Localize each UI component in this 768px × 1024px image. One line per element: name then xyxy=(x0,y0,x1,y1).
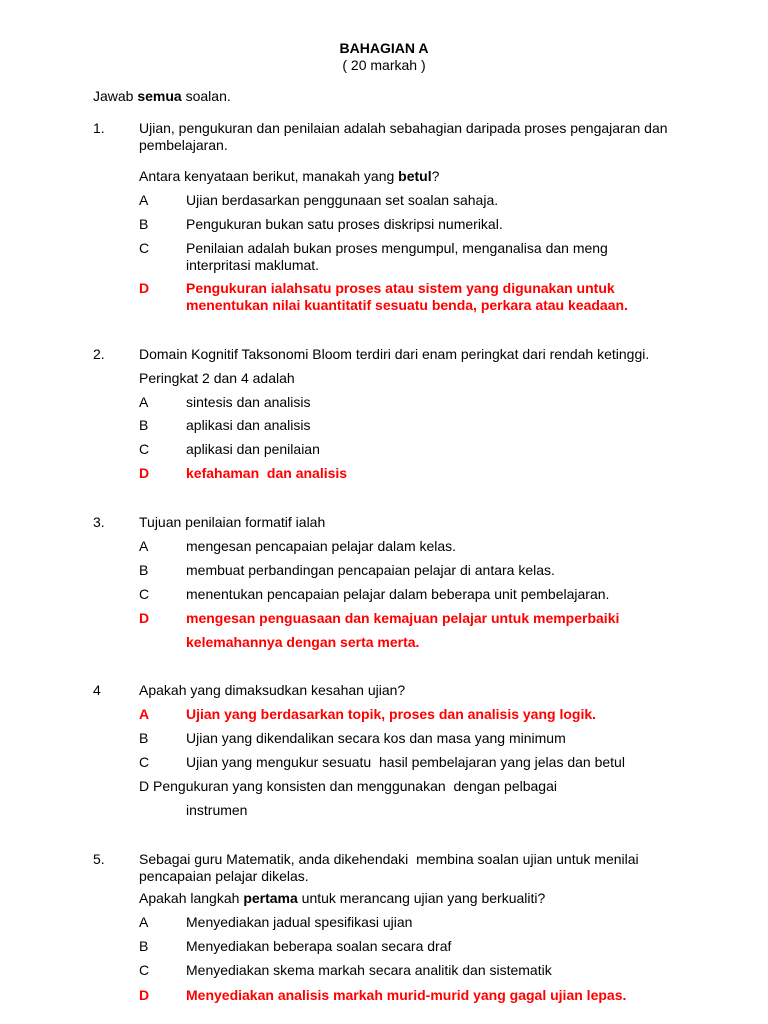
option-text: Menyediakan beberapa soalan secara draf xyxy=(186,938,452,954)
option-letter: A xyxy=(139,192,149,208)
option-letter: C xyxy=(139,441,150,457)
answer-text: mengesan penguasaan dan kemajuan pelajar untuk memperbaiki xyxy=(186,610,620,626)
option-letter: C xyxy=(139,962,150,978)
option-text: Menyediakan skema markah secara analitik dan sistematik xyxy=(186,962,552,978)
option-letter: B xyxy=(139,938,149,954)
option-letter: A xyxy=(139,914,149,930)
question-number: 2. xyxy=(93,346,105,362)
question-stem: Sebagai guru Matematik, anda dikehendaki membina soalan ujian untuk menilai pencapaian pelajar dikelas. xyxy=(139,851,643,884)
answer-letter: D xyxy=(139,987,150,1003)
prompt-bold: betul xyxy=(398,168,432,184)
prompt-bold: pertama xyxy=(243,890,298,906)
option-text-continued: instrumen xyxy=(186,802,248,818)
prompt-suffix: untuk merancang ujian yang berkualiti? xyxy=(297,890,546,906)
option-letter: B xyxy=(139,417,149,433)
question-number: 4 xyxy=(93,682,101,698)
option-letter: B xyxy=(139,730,149,746)
instruction-prefix: Jawab xyxy=(93,88,138,104)
option-text: Menyediakan jadual spesifikasi ujian xyxy=(186,914,413,930)
option-letter: B xyxy=(139,562,149,578)
option-text: aplikasi dan analisis xyxy=(186,417,311,433)
option-letter: C xyxy=(139,586,150,602)
section-marks: ( 20 markah ) xyxy=(342,57,426,73)
option-letter: C xyxy=(139,754,150,770)
instruction-bold: semua xyxy=(137,88,182,104)
section-title: BAHAGIAN A xyxy=(339,40,429,56)
instruction xyxy=(93,88,231,105)
option-text: menentukan pencapaian pelajar dalam beberapa unit pembelajaran. xyxy=(186,586,610,602)
question-stem: Ujian, pengukuran dan penilaian adalah sebahagian daripada proses pengajaran dan pembelajaran. xyxy=(139,120,668,153)
prompt-prefix: Apakah langkah xyxy=(139,890,244,906)
answer-letter: D xyxy=(139,465,150,481)
option-text: aplikasi dan penilaian xyxy=(186,441,320,457)
prompt-suffix: ? xyxy=(431,168,440,184)
answer-letter: D xyxy=(139,610,150,626)
question-stem: Tujuan penilaian formatif ialah xyxy=(139,514,326,530)
question-prompt xyxy=(139,168,684,185)
question-number: 1. xyxy=(93,120,105,136)
option-text: Penilaian adalah bukan proses mengumpul, menganalisa dan meng interpritasi maklumat. xyxy=(186,240,608,273)
answer-text-continued: kelemahannya dengan serta merta. xyxy=(186,634,420,650)
question-stem: Domain Kognitif Taksonomi Bloom terdiri dari enam peringkat dari rendah ketinggi. xyxy=(139,346,650,362)
question-number: 5. xyxy=(93,851,105,867)
answer-text: Ujian yang berdasarkan topik, proses dan analisis yang logik. xyxy=(186,706,597,722)
option-text: Pengukuran bukan satu proses diskripsi numerikal. xyxy=(186,216,503,232)
option-text: Ujian berdasarkan penggunaan set soalan sahaja. xyxy=(186,192,499,208)
instruction-suffix: soalan. xyxy=(181,88,231,104)
option-text: membuat perbandingan pencapaian pelajar di antara kelas. xyxy=(186,562,555,578)
question-prompt: Peringkat 2 dan 4 adalah xyxy=(139,370,295,386)
prompt-prefix: Antara kenyataan berikut, manakah yang xyxy=(139,168,399,184)
option-letter: A xyxy=(139,394,149,410)
answer-text: kefahaman dan analisis xyxy=(186,465,348,481)
question-prompt xyxy=(139,890,684,907)
option-text: mengesan pencapaian pelajar dalam kelas. xyxy=(186,538,457,554)
answer-letter: D xyxy=(139,280,150,296)
option-letter: A xyxy=(139,538,149,554)
answer-text: Pengukuran ialahsatu proses atau sistem yang digunakan untuk menentukan nilai kuantitatif sesuatu benda, perkara atau keadaan. xyxy=(186,280,628,313)
option-letter: B xyxy=(139,216,149,232)
option-text: Ujian yang dikendalikan secara kos dan masa yang minimum xyxy=(186,730,566,746)
answer-letter: A xyxy=(139,706,150,722)
question-stem: Apakah yang dimaksudkan kesahan ujian? xyxy=(139,682,406,698)
option-letter: C xyxy=(139,240,150,256)
option-text-inline: D Pengukuran yang konsisten dan menggunakan dengan pelbagai xyxy=(139,778,557,794)
question-number: 3. xyxy=(93,514,105,530)
option-text: Ujian yang mengukur sesuatu hasil pembelajaran yang jelas dan betul xyxy=(186,754,625,770)
answer-text: Menyediakan analisis markah murid-murid yang gagal ujian lepas. xyxy=(186,987,627,1003)
option-text: sintesis dan analisis xyxy=(186,394,311,410)
